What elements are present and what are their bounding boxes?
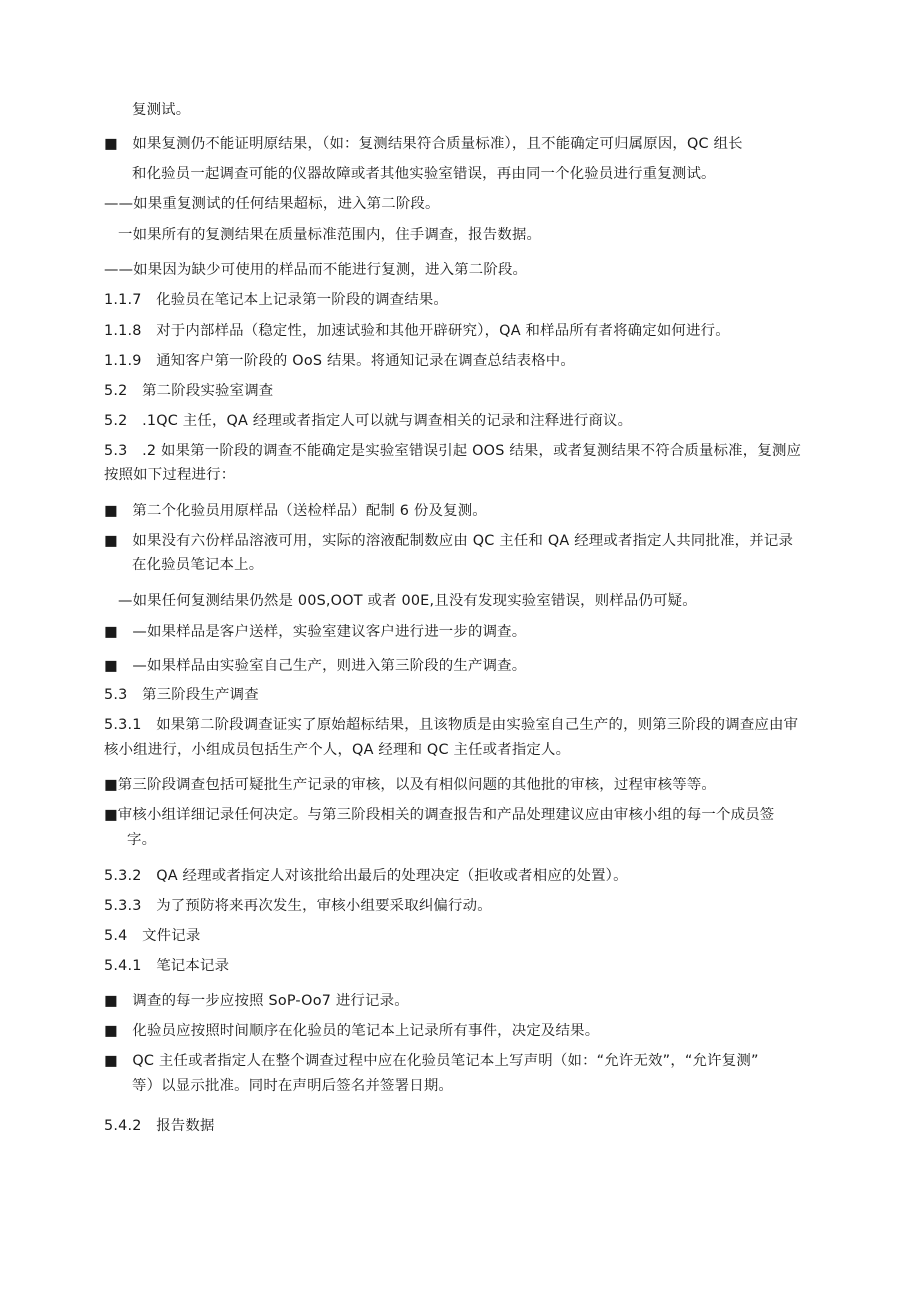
bullet-line: ■ 调查的每一步应按照 SoP-Oo7 进行记录。 [104,993,409,1009]
bullet-line: ■ —如果样品是客户送样，实验室建议客户进行进一步的调查。 [104,624,527,640]
section-item: 5.3.1 如果第二阶段调查证实了原始超标结果，且该物质是由实验室自己生产的，则第三阶段的调查应由审 [104,717,799,733]
bullet-line: ■第三阶段调查包括可疑批生产记录的审核，以及有相似问题的其他批的审核，过程审核等等。 [104,777,717,793]
text-line: 复测试。 [132,102,191,118]
text-line: 等）以显示批准。同时在声明后签名并签署日期。 [132,1078,453,1094]
section-item: 5.3 .2 如果第一阶段的调查不能确定是实验室错误引起 OOS 结果，或者复测结果不符合质量标准，复测应 [104,443,802,459]
dash-line: ——如果重复测试的任何结果超标，进入第二阶段。 [104,196,440,212]
bullet-line: ■ 如果没有六份样品溶液可用，实际的溶液配制数应由 QC 主任和 QA 经理或者指定人共同批准，并记录 [104,533,794,549]
bullet-line: ■审核小组详细记录任何决定。与第三阶段相关的调查报告和产品处理建议应由审核小组的每一个成员签 [104,807,775,823]
section-heading: 5.2 第二阶段实验室调查 [104,383,274,399]
section-heading: 5.4.2 报告数据 [104,1118,215,1134]
section-item: 5.3.2 QA 经理或者指定人对该批给出最后的处理决定（拒收或者相应的处置）。 [104,868,628,884]
bullet-line: ■ —如果样品由实验室自己生产，则进入第三阶段的生产调查。 [104,658,527,674]
text-line: 在化验员笔记本上。 [132,557,264,573]
bullet-line: ■ 第二个化验员用原样品（送检样品）配制 6 份及复测。 [104,503,487,519]
section-heading: 5.3 第三阶段生产调查 [104,687,259,703]
dash-line: ——如果因为缺少可使用的样品而不能进行复测，进入第二阶段。 [104,262,528,278]
section-item: 1.1.9 通知客户第一阶段的 OoS 结果。将通知记录在调查总结表格中。 [104,353,575,369]
section-item: 5.2 .1QC 主任，QA 经理或者指定人可以就与调查相关的记录和注释进行商议。 [104,413,633,429]
text-line: 和化验员一起调查可能的仪器故障或者其他实验室错误，再由同一个化验员进行重复测试。 [132,166,716,182]
bullet-line: ■ 化验员应按照时间顺序在化验员的笔记本上记录所有事件，决定及结果。 [104,1023,600,1039]
section-heading: 5.4.1 笔记本记录 [104,958,230,974]
dash-line: 一如果所有的复测结果在质量标准范围内，住手调查，报告数据。 [118,227,542,243]
bullet-line: ■ QC 主任或者指定人在整个调查过程中应在化验员笔记本上写声明（如：“允许无效”，“允许复测” [104,1053,759,1069]
dash-line: —如果任何复测结果仍然是 00S,OOT 或者 00E,且没有发现实验室错误，则样品仍可疑。 [118,593,697,609]
text-line: 按照如下过程进行： [104,467,236,483]
section-item: 1.1.8 对于内部样品（稳定性，加速试验和其他开辟研究），QA 和样品所有者将确定如何进行。 [104,323,730,339]
section-item: 1.1.7 化验员在笔记本上记录第一阶段的调查结果。 [104,292,449,308]
text-line: 字。 [127,832,157,848]
bullet-line: ■ 如果复测仍不能证明原结果，（如：复测结果符合质量标准），且不能确定可归属原因，QC 组长 [104,136,743,152]
section-heading: 5.4 文件记录 [104,928,201,944]
text-line: 核小组进行，小组成员包括生产个人，QA 经理和 QC 主任或者指定人。 [104,742,571,758]
section-item: 5.3.3 为了预防将来再次发生，审核小组要采取纠偏行动。 [104,898,492,914]
